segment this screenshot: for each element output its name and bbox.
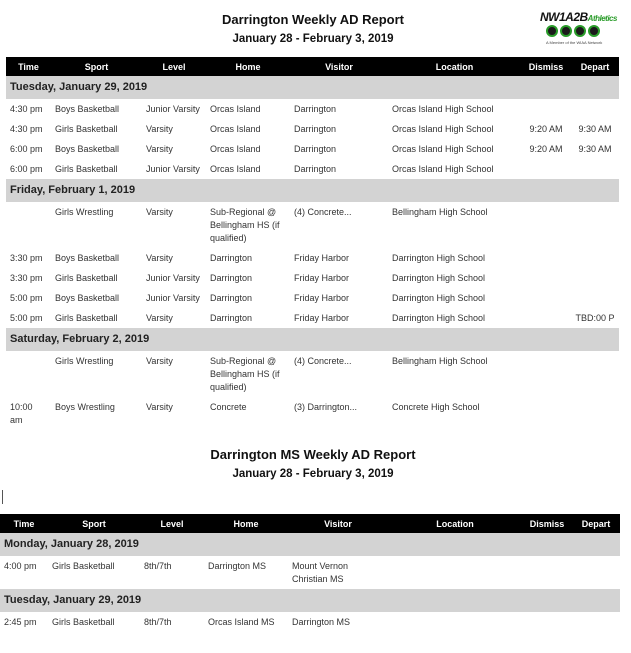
cell-depart: 9:30 AM (578, 124, 612, 134)
cell-depart: TBD:00 P (575, 313, 615, 323)
table-row (6, 202, 619, 248)
cell-sport: Girls Basketball (55, 273, 118, 283)
ms-report-dates: January 28 - February 3, 2019 (232, 468, 394, 480)
cell-home: Orcas Island (210, 124, 261, 134)
cell-sport: Girls Wrestling (55, 207, 114, 217)
cell-sport: Boys Basketball (55, 104, 120, 114)
day-header-row (0, 533, 620, 556)
text-cursor (2, 490, 3, 504)
ms-col-header-depart: Depart (572, 514, 620, 533)
ms-report-title: Darrington MS Weekly AD Report (210, 447, 416, 462)
hs-report-dates: January 28 - February 3, 2019 (232, 33, 394, 45)
cell-time: 4:00 pm (4, 561, 37, 571)
table-row (6, 268, 619, 288)
hs-col-header-location: Location (388, 57, 521, 76)
cell-depart (571, 248, 619, 268)
cell-time: 3:30 pm (10, 273, 43, 283)
cell-sport: Girls Basketball (55, 313, 118, 323)
cell-visitor: Friday Harbor (294, 313, 350, 323)
hs-col-header-dismiss: Dismiss (521, 57, 571, 76)
table-row (6, 119, 619, 139)
cell-time (6, 202, 51, 248)
cell-visitor: Darrington (294, 104, 337, 114)
logo-brand: NW1A2B (540, 10, 588, 24)
hs-col-header-depart: Depart (571, 57, 619, 76)
table-row (6, 308, 619, 328)
cell-home: Orcas Island (210, 104, 261, 114)
table-row (6, 159, 619, 179)
logo-suffix: Athletics (587, 14, 617, 23)
cell-sport: Girls Basketball (55, 124, 118, 134)
ms-col-header-time: Time (0, 514, 48, 533)
cell-sport: Boys Basketball (55, 293, 120, 303)
hs-header-row (6, 57, 619, 76)
cell-level: Varsity (146, 313, 173, 323)
hs-col-header-visitor: Visitor (290, 57, 388, 76)
day-header-row (6, 328, 619, 351)
league-logo-wordmark (540, 10, 617, 24)
cell-time: 5:00 pm (10, 313, 43, 323)
day-label: Tuesday, January 29, 2019 (0, 589, 620, 612)
sports-balls-icon (546, 25, 600, 37)
cell-home: Darrington MS (208, 561, 267, 571)
cell-dismiss: 9:20 AM (529, 124, 563, 134)
table-row (6, 99, 619, 119)
table-row (6, 139, 619, 159)
cell-depart (571, 351, 619, 397)
cell-time: 2:45 pm (4, 617, 37, 627)
cell-dismiss: 9:20 AM (529, 144, 563, 154)
cell-visitor: Darrington MS (292, 617, 351, 627)
hs-report-header (170, 12, 456, 45)
ms-header-row (0, 514, 620, 533)
cell-location: Bellingham High School (392, 207, 488, 217)
cell-time: 5:00 pm (10, 293, 43, 303)
cell-location: Orcas Island High School (392, 164, 494, 174)
table-row (0, 612, 620, 632)
cell-visitor: (4) Concrete... (294, 207, 352, 217)
cell-level: 8th/7th (144, 617, 172, 627)
cell-visitor: Friday Harbor (294, 293, 350, 303)
cell-dismiss (521, 202, 571, 248)
cell-time: 3:30 pm (10, 253, 43, 263)
table-row (6, 397, 619, 430)
cell-depart (572, 556, 620, 589)
table-row (6, 288, 619, 308)
cell-level: Varsity (146, 124, 173, 134)
cell-depart (571, 397, 619, 430)
table-row (6, 248, 619, 268)
cell-home: Sub-Regional @ Bellingham HS (if qualified) (210, 356, 280, 392)
cell-sport: Girls Basketball (52, 617, 115, 627)
cell-location (388, 556, 522, 589)
cell-level: Varsity (146, 207, 173, 217)
table-row (0, 556, 620, 589)
cell-depart (571, 202, 619, 248)
cell-home: Orcas Island (210, 144, 261, 154)
cell-sport: Boys Basketball (55, 144, 120, 154)
cell-dismiss (521, 308, 571, 328)
cell-dismiss (522, 556, 572, 589)
hs-col-header-sport: Sport (51, 57, 142, 76)
cell-level: Varsity (146, 253, 173, 263)
cell-location: Darrington High School (392, 313, 486, 323)
cell-dismiss (521, 268, 571, 288)
cell-time (6, 351, 51, 397)
day-label: Saturday, February 2, 2019 (6, 328, 619, 351)
ms-col-header-sport: Sport (48, 514, 140, 533)
cell-time: 4:30 pm (10, 104, 43, 114)
day-label: Tuesday, January 29, 2019 (6, 76, 619, 99)
cell-level: Junior Varsity (146, 164, 200, 174)
cell-location: Darrington High School (392, 293, 486, 303)
ms-col-header-home: Home (204, 514, 288, 533)
cell-sport: Girls Wrestling (55, 356, 114, 366)
cell-level: Varsity (146, 402, 173, 412)
ms-schedule-table (0, 514, 620, 632)
hs-col-header-level: Level (142, 57, 206, 76)
cell-home: Darrington (210, 293, 253, 303)
cell-time: 10:00 am (10, 402, 33, 425)
cell-home: Darrington (210, 273, 253, 283)
cell-visitor: Friday Harbor (294, 273, 350, 283)
cell-dismiss (521, 397, 571, 430)
day-header-row (6, 179, 619, 202)
cell-sport: Boys Wrestling (55, 402, 115, 412)
cell-sport: Girls Basketball (55, 164, 118, 174)
cell-level: Junior Varsity (146, 273, 200, 283)
cell-level: Junior Varsity (146, 293, 200, 303)
day-header-row (6, 76, 619, 99)
cell-home: Sub-Regional @ Bellingham HS (if qualified) (210, 207, 280, 243)
day-label: Monday, January 28, 2019 (0, 533, 620, 556)
cell-time: 4:30 pm (10, 124, 43, 134)
cell-depart (571, 268, 619, 288)
cell-visitor: Darrington (294, 144, 337, 154)
day-header-row (0, 589, 620, 612)
league-logo (540, 10, 616, 46)
hs-schedule-table (6, 57, 619, 430)
ms-report-header (170, 447, 456, 480)
cell-level: Varsity (146, 356, 173, 366)
hs-col-header-home: Home (206, 57, 290, 76)
ms-col-header-dismiss: Dismiss (522, 514, 572, 533)
cell-dismiss (521, 288, 571, 308)
cell-visitor: Friday Harbor (294, 253, 350, 263)
ms-col-header-visitor: Visitor (288, 514, 388, 533)
cell-location: Orcas Island High School (392, 124, 494, 134)
hs-report-title: Darrington Weekly AD Report (221, 12, 405, 27)
cell-location: Orcas Island High School (392, 104, 494, 114)
cell-visitor: Darrington (294, 124, 337, 134)
cell-home: Concrete (210, 402, 247, 412)
cell-level: Varsity (146, 144, 173, 154)
cell-dismiss (521, 248, 571, 268)
ms-col-header-level: Level (140, 514, 204, 533)
cell-home: Darrington (210, 253, 253, 263)
cell-depart (571, 288, 619, 308)
cell-visitor: (4) Concrete... (294, 356, 352, 366)
cell-location: Orcas Island High School (392, 144, 494, 154)
hs-col-header-time: Time (6, 57, 51, 76)
cell-sport: Boys Basketball (55, 253, 120, 263)
cell-depart (571, 99, 619, 119)
cell-dismiss (522, 612, 572, 632)
cell-dismiss (521, 159, 571, 179)
cell-level: Junior Varsity (146, 104, 200, 114)
cell-dismiss (521, 351, 571, 397)
day-label: Friday, February 1, 2019 (6, 179, 619, 202)
cell-home: Orcas Island MS (208, 617, 275, 627)
cell-home: Orcas Island (210, 164, 261, 174)
cell-depart (571, 159, 619, 179)
cell-depart (572, 612, 620, 632)
cell-home: Darrington (210, 313, 253, 323)
cell-location: Darrington High School (392, 273, 486, 283)
cell-dismiss (521, 99, 571, 119)
cell-sport: Girls Basketball (52, 561, 115, 571)
cell-location (388, 612, 522, 632)
logo-tagline: A Member of the WIAA Network (546, 40, 603, 45)
cell-visitor: Mount Vernon Christian MS (292, 561, 349, 584)
cell-depart: 9:30 AM (578, 144, 612, 154)
cell-location: Bellingham High School (392, 356, 488, 366)
table-row (6, 351, 619, 397)
cell-time: 6:00 pm (10, 164, 43, 174)
cell-location: Concrete High School (392, 402, 480, 412)
cell-location: Darrington High School (392, 253, 486, 263)
cell-level: 8th/7th (144, 561, 172, 571)
cell-visitor: (3) Darrington... (294, 402, 358, 412)
cell-time: 6:00 pm (10, 144, 43, 154)
ms-col-header-location: Location (388, 514, 522, 533)
cell-visitor: Darrington (294, 164, 337, 174)
